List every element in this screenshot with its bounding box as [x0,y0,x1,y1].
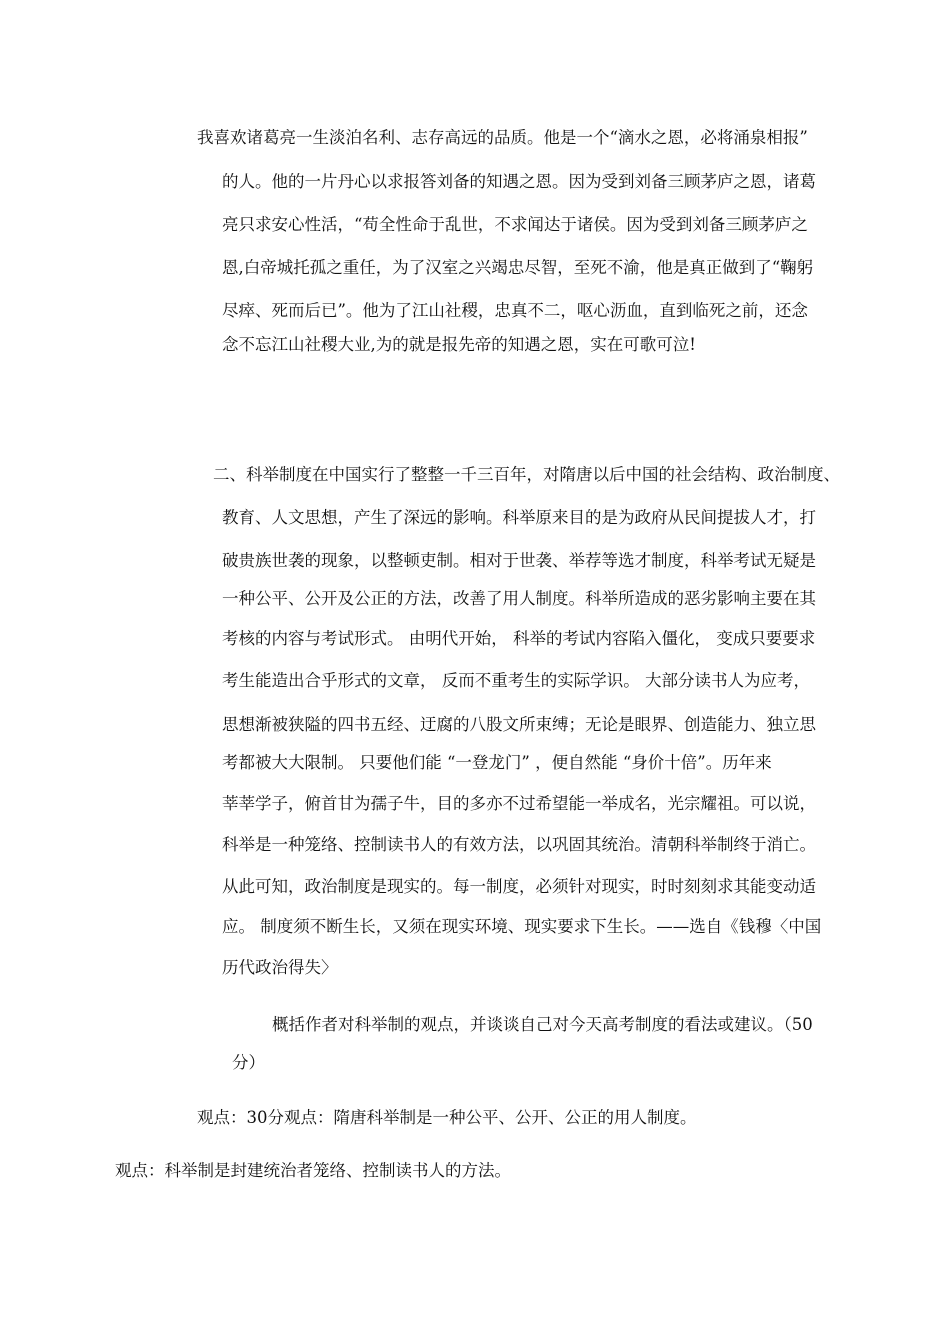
paragraph-2-line: 历代政治得失〉 [222,958,338,977]
paragraph-2-line: 应。 制度须不断生长，又须在现实环境、现实要求下生长。——选自《钱穆〈中国 [222,917,822,936]
paragraph-1-line: 尽瘁、死而后已”。他为了江山社稷，忠真不二，呕心沥血，直到临死之前，还念 [222,301,808,320]
paragraph-1-line: 亮只求安心性活，“苟全性命于乱世，不求闻达于诸侯。因为受到刘备三顾茅庐之 [222,215,808,234]
paragraph-2-line: 考核的内容与考试形式。 由明代开始， 科举的考试内容陷入僵化， 变成只要要求 [222,629,816,648]
paragraph-1-line: 恩,白帝城托孤之重任，为了汉室之兴竭忠尽智，至死不渝，他是真正做到了“鞠躬 [222,258,814,277]
paragraph-1-line: 念不忘江山社稷大业,为的就是报先帝的知遇之恩，实在可歌可泣! [222,335,696,354]
paragraph-2-line: 教育、人文思想，产生了深远的影响。科举原来目的是为政府从民间提拔人才，打 [222,508,816,527]
question-line-2: 分） [232,1053,265,1072]
answer-viewpoint-1: 观点：30分观点：隋唐科举制是一种公平、公开、公正的用人制度。 [197,1108,697,1127]
paragraph-2-line: 思想渐被狭隘的四书五经、迂腐的八股文所束缚；无论是眼界、创造能力、独立思 [222,715,816,734]
paragraph-2-line: 考都被大大限制。 只要他们能 “一登龙门” ，便自然能 “身价十倍”。历年来 [222,753,772,772]
paragraph-2-line: 莘莘学子，俯首甘为孺子牛，目的多亦不过希望能一举成名，光宗耀祖。可以说， [222,794,816,813]
paragraph-1-line: 的人。他的一片丹心以求报答刘备的知遇之恩。因为受到刘备三顾茅庐之恩，诸葛 [222,172,816,191]
paragraph-2-line: 科举是一种笼络、控制读书人的有效方法，以巩固其统治。清朝科举制终于消亡。 [222,835,816,854]
paragraph-2-line: 二、科举制度在中国实行了整整一千三百年，对隋唐以后中国的社会结构、政治制度、 [213,465,840,484]
paragraph-2-line: 一种公平、公开及公正的方法，改善了用人制度。科举所造成的恶劣影响主要在其 [222,589,816,608]
paragraph-2-line: 从此可知，政治制度是现实的。每一制度，必须针对现实，时时刻刻求其能变动适 [222,877,816,896]
question-line-1: 概括作者对科举制的观点，并谈谈自己对今天高考制度的看法或建议。（50 [272,1015,813,1034]
answer-viewpoint-2: 观点：科举制是封建统治者笼络、控制读书人的方法。 [115,1161,511,1180]
paragraph-2-line: 破贵族世袭的现象，以整顿吏制。相对于世袭、举荐等选才制度，科举考试无疑是 [222,551,816,570]
paragraph-1-line: 我喜欢诸葛亮一生淡泊名利、志存高远的品质。他是一个“滴水之恩，必将涌泉相报” [197,128,808,147]
paragraph-2-line: 考生能造出合乎形式的文章， 反而不重考生的实际学识。 大部分读书人为应考， [222,671,810,690]
